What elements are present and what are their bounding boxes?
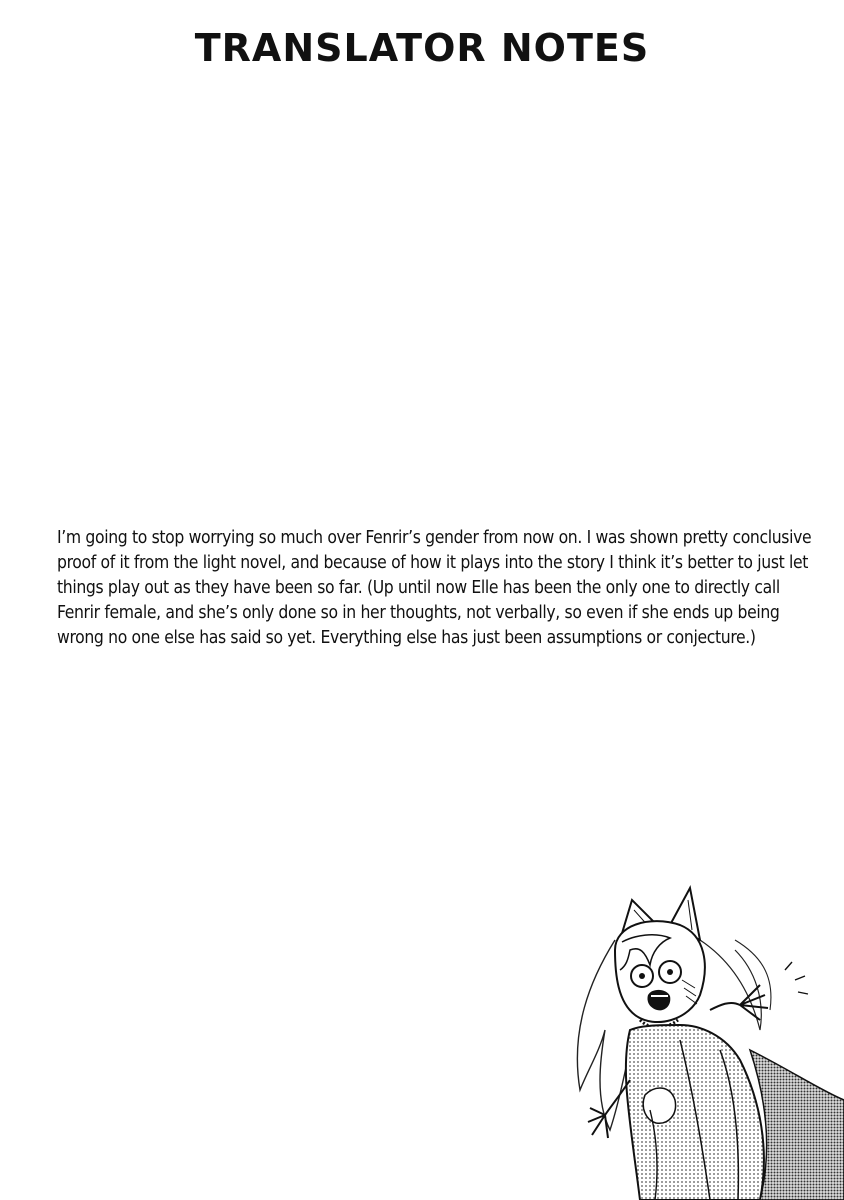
notes-paragraph: I’m going to stop worrying so much over Fenrir’s gender from now on. I was shown pretty conclusive proof of it from the light novel, and because of how it plays into the story I think it’s better to just let things play out as they have been so far. (Up until now Elle has been the only one to directly call Fenrir female, and she’s only done so in her thoughts, not verbally, so even if she ends up being wrong no one else has said so yet. Everything else has just been assumptions or conjecture.) (57, 528, 812, 648)
page-title: TRANSLATOR NOTES (194, 26, 650, 70)
shocked-wolf-girl-illustration (560, 880, 844, 1200)
